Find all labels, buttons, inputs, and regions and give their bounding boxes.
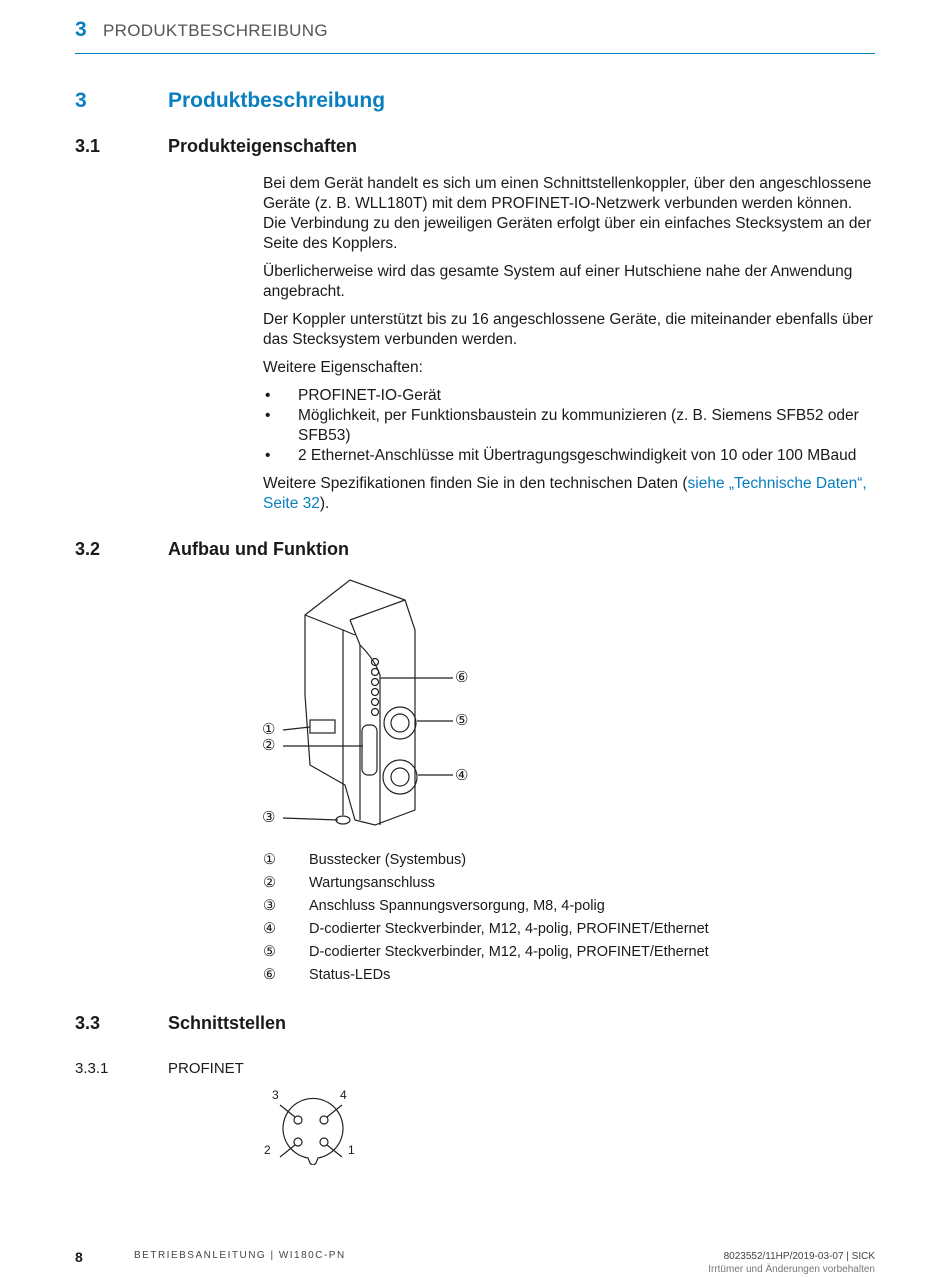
paragraph: Der Koppler unterstützt bis zu 16 angeschlossene Geräte, die miteinander ebenfalls über das Stecksystem verbunden werden. xyxy=(263,311,874,348)
subsection-number: 3.3.1 xyxy=(75,1060,109,1077)
pin-label: 1 xyxy=(348,1143,355,1157)
callout-4: ④ xyxy=(455,767,469,784)
pin-label: 3 xyxy=(272,1088,279,1102)
section-title: Schnittstellen xyxy=(168,1013,287,1033)
list-item: • Möglichkeit, per Funktionsbaustein zu kommunizieren (z. B. Siemens SFB52 oder SFB53) xyxy=(263,406,875,446)
callout-2: ② xyxy=(262,737,276,754)
page-number: 8 xyxy=(75,1249,83,1265)
feature-list xyxy=(263,386,875,466)
subsection-title: PROFINET xyxy=(168,1060,244,1077)
legend-item: ④ D-codierter Steckverbinder, M12, 4-polig, PROFINET/Ethernet xyxy=(263,921,709,937)
callout-1: ① xyxy=(262,721,276,738)
section-title: Produkteigenschaften xyxy=(168,136,358,156)
header-chapter-title: PRODUKTBESCHREIBUNG xyxy=(103,21,328,40)
footer-document-title: BETRIEBSANLEITUNG | WI180C-PN xyxy=(134,1250,346,1261)
chapter-title: Produktbeschreibung xyxy=(168,89,386,112)
m12-pin-diagram xyxy=(260,1095,360,1165)
callout-6: ⑥ xyxy=(455,669,469,686)
callout-3: ③ xyxy=(262,809,276,826)
callout-5: ⑤ xyxy=(455,712,469,729)
paragraph: Weitere Eigenschaften: xyxy=(263,359,423,376)
spec-text-end: ). xyxy=(319,495,330,512)
figure-legend xyxy=(263,852,709,990)
legend-item: ① Busstecker (Systembus) xyxy=(263,852,467,868)
pin-label: 4 xyxy=(340,1088,347,1102)
legend-item: ③ Anschluss Spannungsversorgung, M8, 4-polig xyxy=(263,898,605,914)
footer-document-id: 8023552/11HP/2019-03-07 | SICK xyxy=(723,1251,875,1262)
paragraph: Bei dem Gerät handelt es sich um einen Schnittstellenkoppler, über den angeschlossene Geräte (z. B. WLL180T) mit dem PROFINET-IO-Netzwerk verbunden werden können. Die Verbindung zu den jeweiligen Geräten erfolgt über ein einfaches Stecksystem an der Seite des Kopplers. xyxy=(263,175,872,252)
section-number: 3.1 xyxy=(75,136,101,156)
technical-data-link[interactable]: siehe „Technische Daten“, Seite 32 xyxy=(263,475,867,512)
list-item: • PROFINET-IO-Gerät xyxy=(263,386,875,406)
legend-item: ⑥ Status-LEDs xyxy=(263,967,391,983)
list-item: • 2 Ethernet-Anschlüsse mit Übertragungsgeschwindigkeit von 10 oder 100 MBaud xyxy=(263,446,875,466)
spec-paragraph xyxy=(263,474,875,514)
header-chapter-number: 3 xyxy=(75,18,87,41)
footer-disclaimer: Irrtümer und Änderungen vorbehalten xyxy=(708,1264,875,1275)
pin-label: 2 xyxy=(264,1143,271,1157)
header-divider xyxy=(75,53,875,54)
footer-right xyxy=(708,1250,875,1276)
device-illustration xyxy=(255,575,485,830)
spec-text: Weitere Spezifikationen finden Sie in den technischen Daten ( xyxy=(263,475,688,492)
paragraph: Überlicherweise wird das gesamte System auf einer Hutschiene nahe der Anwendung angebracht. xyxy=(263,263,853,300)
section-body xyxy=(263,174,875,522)
legend-item: ⑤ D-codierter Steckverbinder, M12, 4-polig, PROFINET/Ethernet xyxy=(263,944,709,960)
chapter-number: 3 xyxy=(75,89,87,112)
legend-item: ② Wartungsanschluss xyxy=(263,875,435,891)
section-number: 3.3 xyxy=(75,1013,101,1033)
m8-connector-icon xyxy=(336,816,350,824)
section-number: 3.2 xyxy=(75,539,101,559)
section-title: Aufbau und Funktion xyxy=(168,539,349,559)
